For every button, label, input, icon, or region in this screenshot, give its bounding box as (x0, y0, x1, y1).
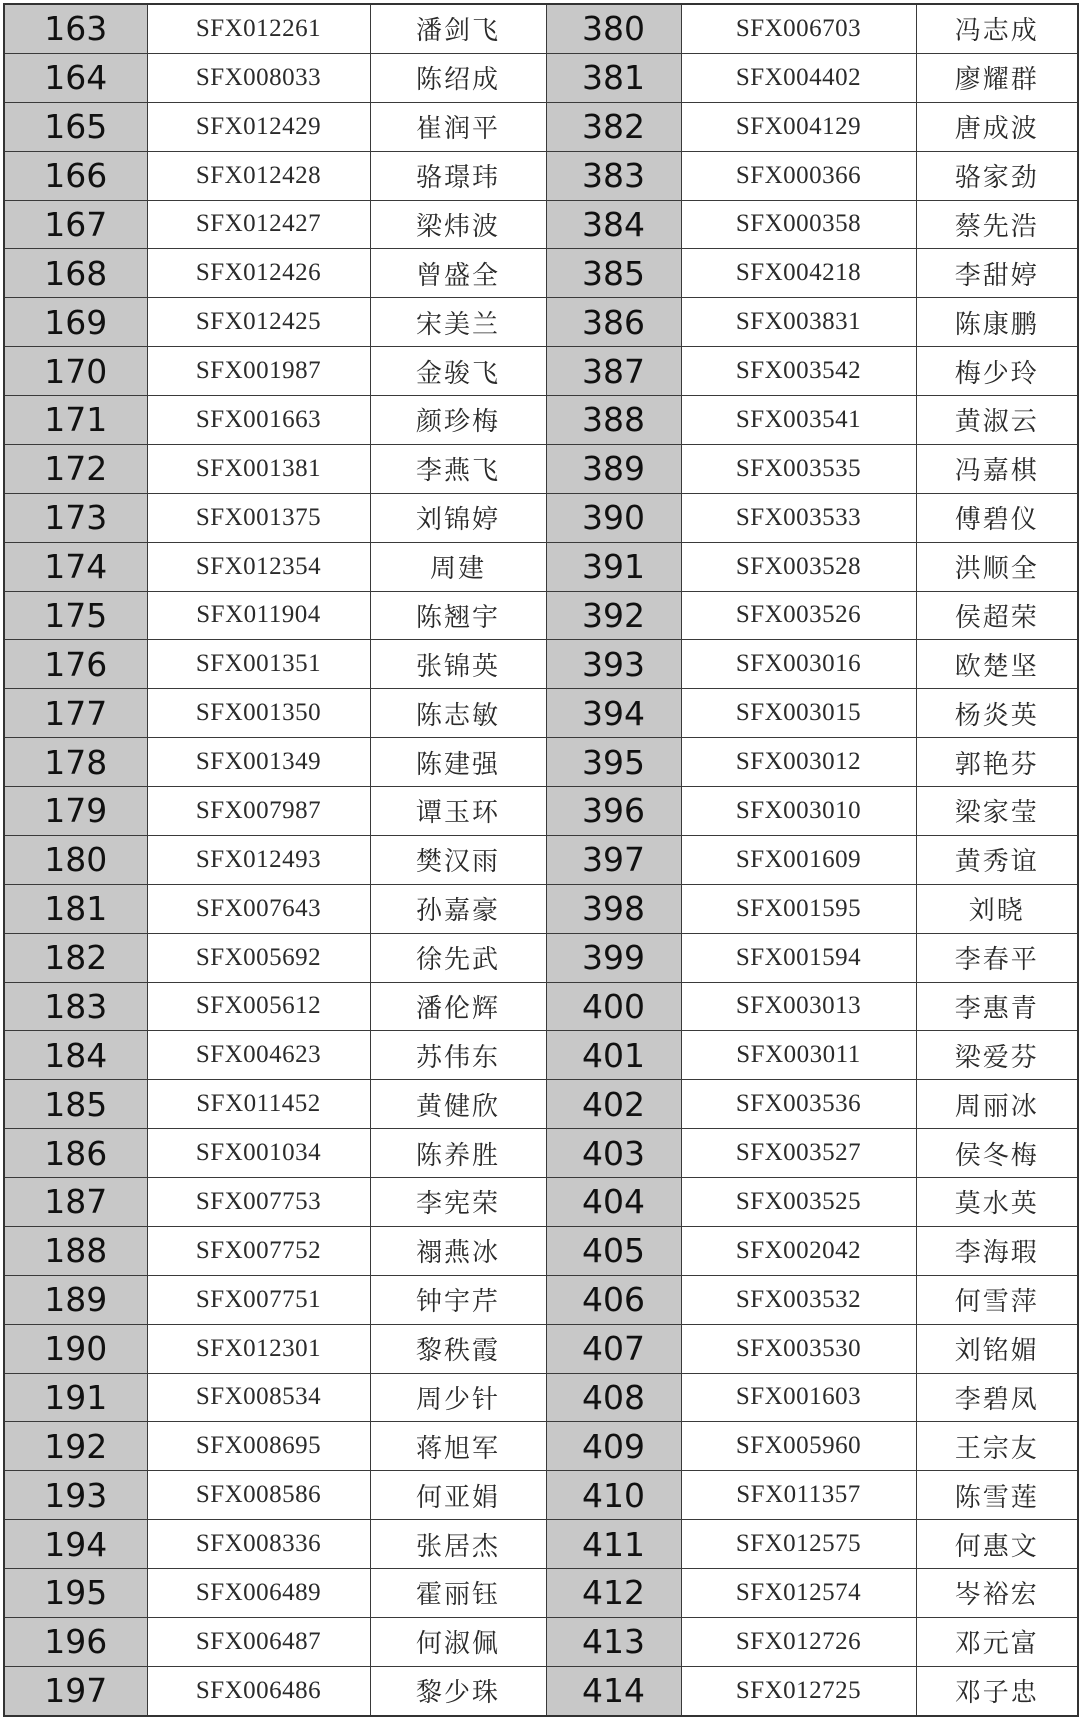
left-member-id-cell: SFX011904 (147, 591, 370, 640)
right-person-name-cell: 刘晓 (916, 884, 1078, 933)
left-serial-number-cell: 186 (4, 1129, 147, 1178)
right-serial-number-cell: 405 (546, 1226, 681, 1275)
right-serial-number-cell: 380 (546, 4, 681, 53)
left-person-name-cell: 孙嘉豪 (370, 884, 546, 933)
right-person-name-cell: 李碧凤 (916, 1373, 1078, 1422)
right-serial-number-cell: 412 (546, 1569, 681, 1618)
left-member-id-cell: SFX004623 (147, 1031, 370, 1080)
left-serial-number-cell: 197 (4, 1666, 147, 1716)
left-serial-number-cell: 195 (4, 1569, 147, 1618)
right-member-id-cell: SFX000366 (681, 151, 916, 200)
right-serial-number-cell: 404 (546, 1178, 681, 1227)
right-serial-number-cell: 399 (546, 933, 681, 982)
left-serial-number-cell: 163 (4, 4, 147, 53)
right-person-name-cell: 梅少玲 (916, 347, 1078, 396)
left-member-id-cell: SFX012428 (147, 151, 370, 200)
right-serial-number-cell: 414 (546, 1666, 681, 1716)
left-member-id-cell: SFX008336 (147, 1520, 370, 1569)
left-person-name-cell: 霍丽钰 (370, 1569, 546, 1618)
right-serial-number-cell: 413 (546, 1617, 681, 1666)
table-row (4, 200, 1078, 249)
right-person-name-cell: 李海瑕 (916, 1226, 1078, 1275)
left-serial-number-cell: 196 (4, 1617, 147, 1666)
left-serial-number-cell: 174 (4, 542, 147, 591)
right-person-name-cell: 冯志成 (916, 4, 1078, 53)
left-serial-number-cell: 166 (4, 151, 147, 200)
table-row (4, 396, 1078, 445)
right-person-name-cell: 邓元富 (916, 1617, 1078, 1666)
table-row (4, 1520, 1078, 1569)
table-row (4, 102, 1078, 151)
left-member-id-cell: SFX012429 (147, 102, 370, 151)
right-serial-number-cell: 382 (546, 102, 681, 151)
left-serial-number-cell: 185 (4, 1080, 147, 1129)
table-row (4, 53, 1078, 102)
right-member-id-cell: SFX003831 (681, 298, 916, 347)
left-person-name-cell: 何淑佩 (370, 1617, 546, 1666)
right-serial-number-cell: 407 (546, 1324, 681, 1373)
left-member-id-cell: SFX005612 (147, 982, 370, 1031)
right-person-name-cell: 岑裕宏 (916, 1569, 1078, 1618)
right-person-name-cell: 刘铭媚 (916, 1324, 1078, 1373)
left-person-name-cell: 潘剑飞 (370, 4, 546, 53)
table-row (4, 1226, 1078, 1275)
roster-body (4, 4, 1078, 1716)
right-member-id-cell: SFX012575 (681, 1520, 916, 1569)
left-person-name-cell: 陈志敏 (370, 689, 546, 738)
left-serial-number-cell: 192 (4, 1422, 147, 1471)
left-serial-number-cell: 190 (4, 1324, 147, 1373)
table-row (4, 640, 1078, 689)
right-person-name-cell: 陈雪莲 (916, 1471, 1078, 1520)
left-serial-number-cell: 181 (4, 884, 147, 933)
right-serial-number-cell: 383 (546, 151, 681, 200)
table-row (4, 347, 1078, 396)
right-serial-number-cell: 398 (546, 884, 681, 933)
right-member-id-cell: SFX003010 (681, 787, 916, 836)
right-serial-number-cell: 391 (546, 542, 681, 591)
right-person-name-cell: 莫水英 (916, 1178, 1078, 1227)
table-row (4, 1617, 1078, 1666)
left-serial-number-cell: 179 (4, 787, 147, 836)
left-person-name-cell: 陈养胜 (370, 1129, 546, 1178)
left-serial-number-cell: 193 (4, 1471, 147, 1520)
left-person-name-cell: 苏伟东 (370, 1031, 546, 1080)
right-member-id-cell: SFX000358 (681, 200, 916, 249)
table-row (4, 1471, 1078, 1520)
table-row (4, 1031, 1078, 1080)
left-person-name-cell: 陈绍成 (370, 53, 546, 102)
right-person-name-cell: 唐成波 (916, 102, 1078, 151)
left-person-name-cell: 崔润平 (370, 102, 546, 151)
right-serial-number-cell: 406 (546, 1275, 681, 1324)
right-member-id-cell: SFX003533 (681, 493, 916, 542)
right-serial-number-cell: 410 (546, 1471, 681, 1520)
left-person-name-cell: 骆璟玮 (370, 151, 546, 200)
right-member-id-cell: SFX003012 (681, 738, 916, 787)
table-row (4, 835, 1078, 884)
left-member-id-cell: SFX001987 (147, 347, 370, 396)
left-person-name-cell: 陈建强 (370, 738, 546, 787)
left-member-id-cell: SFX012425 (147, 298, 370, 347)
right-member-id-cell: SFX003535 (681, 444, 916, 493)
right-serial-number-cell: 395 (546, 738, 681, 787)
left-member-id-cell: SFX007753 (147, 1178, 370, 1227)
left-person-name-cell: 谭玉环 (370, 787, 546, 836)
right-person-name-cell: 洪顺全 (916, 542, 1078, 591)
right-person-name-cell: 李春平 (916, 933, 1078, 982)
right-serial-number-cell: 401 (546, 1031, 681, 1080)
left-member-id-cell: SFX006486 (147, 1666, 370, 1716)
left-serial-number-cell: 165 (4, 102, 147, 151)
left-person-name-cell: 颜珍梅 (370, 396, 546, 445)
right-serial-number-cell: 390 (546, 493, 681, 542)
left-member-id-cell: SFX012354 (147, 542, 370, 591)
right-person-name-cell: 陈康鹏 (916, 298, 1078, 347)
right-member-id-cell: SFX001603 (681, 1373, 916, 1422)
left-serial-number-cell: 177 (4, 689, 147, 738)
table-row (4, 542, 1078, 591)
left-serial-number-cell: 169 (4, 298, 147, 347)
left-person-name-cell: 钟宇芹 (370, 1275, 546, 1324)
left-member-id-cell: SFX001663 (147, 396, 370, 445)
right-member-id-cell: SFX001595 (681, 884, 916, 933)
left-person-name-cell: 黄健欣 (370, 1080, 546, 1129)
right-person-name-cell: 傅碧仪 (916, 493, 1078, 542)
left-member-id-cell: SFX001381 (147, 444, 370, 493)
left-person-name-cell: 李宪荣 (370, 1178, 546, 1227)
right-member-id-cell: SFX003525 (681, 1178, 916, 1227)
left-member-id-cell: SFX007751 (147, 1275, 370, 1324)
right-serial-number-cell: 381 (546, 53, 681, 102)
left-serial-number-cell: 172 (4, 444, 147, 493)
right-serial-number-cell: 408 (546, 1373, 681, 1422)
right-member-id-cell: SFX003530 (681, 1324, 916, 1373)
right-person-name-cell: 侯冬梅 (916, 1129, 1078, 1178)
left-person-name-cell: 李燕飞 (370, 444, 546, 493)
right-person-name-cell: 冯嘉棋 (916, 444, 1078, 493)
left-member-id-cell: SFX012301 (147, 1324, 370, 1373)
left-member-id-cell: SFX001375 (147, 493, 370, 542)
left-member-id-cell: SFX001349 (147, 738, 370, 787)
left-person-name-cell: 蒋旭军 (370, 1422, 546, 1471)
roster-table (3, 3, 1079, 1717)
right-person-name-cell: 何雪萍 (916, 1275, 1078, 1324)
left-member-id-cell: SFX011452 (147, 1080, 370, 1129)
left-serial-number-cell: 180 (4, 835, 147, 884)
left-member-id-cell: SFX012493 (147, 835, 370, 884)
left-person-name-cell: 周少针 (370, 1373, 546, 1422)
left-serial-number-cell: 173 (4, 493, 147, 542)
left-member-id-cell: SFX001351 (147, 640, 370, 689)
right-member-id-cell: SFX011357 (681, 1471, 916, 1520)
left-serial-number-cell: 194 (4, 1520, 147, 1569)
right-serial-number-cell: 396 (546, 787, 681, 836)
left-person-name-cell: 张锦英 (370, 640, 546, 689)
left-member-id-cell: SFX001350 (147, 689, 370, 738)
right-member-id-cell: SFX004218 (681, 249, 916, 298)
left-person-name-cell: 禤燕冰 (370, 1226, 546, 1275)
left-member-id-cell: SFX008033 (147, 53, 370, 102)
left-person-name-cell: 宋美兰 (370, 298, 546, 347)
left-member-id-cell: SFX007987 (147, 787, 370, 836)
left-serial-number-cell: 178 (4, 738, 147, 787)
right-serial-number-cell: 403 (546, 1129, 681, 1178)
left-serial-number-cell: 187 (4, 1178, 147, 1227)
right-person-name-cell: 李惠青 (916, 982, 1078, 1031)
right-member-id-cell: SFX003528 (681, 542, 916, 591)
left-member-id-cell: SFX012427 (147, 200, 370, 249)
left-person-name-cell: 樊汉雨 (370, 835, 546, 884)
left-serial-number-cell: 191 (4, 1373, 147, 1422)
right-serial-number-cell: 387 (546, 347, 681, 396)
table-row (4, 1129, 1078, 1178)
left-member-id-cell: SFX012426 (147, 249, 370, 298)
right-serial-number-cell: 409 (546, 1422, 681, 1471)
right-serial-number-cell: 393 (546, 640, 681, 689)
right-serial-number-cell: 388 (546, 396, 681, 445)
right-member-id-cell: SFX003536 (681, 1080, 916, 1129)
table-row (4, 884, 1078, 933)
left-member-id-cell: SFX008695 (147, 1422, 370, 1471)
right-person-name-cell: 郭艳芬 (916, 738, 1078, 787)
left-person-name-cell: 黎秩霞 (370, 1324, 546, 1373)
right-serial-number-cell: 392 (546, 591, 681, 640)
right-member-id-cell: SFX004129 (681, 102, 916, 151)
right-member-id-cell: SFX003527 (681, 1129, 916, 1178)
right-person-name-cell: 廖耀群 (916, 53, 1078, 102)
left-member-id-cell: SFX012261 (147, 4, 370, 53)
right-person-name-cell: 何惠文 (916, 1520, 1078, 1569)
left-person-name-cell: 金骏飞 (370, 347, 546, 396)
left-person-name-cell: 周建 (370, 542, 546, 591)
table-row (4, 1666, 1078, 1716)
table-row (4, 1422, 1078, 1471)
right-member-id-cell: SFX002042 (681, 1226, 916, 1275)
right-serial-number-cell: 384 (546, 200, 681, 249)
table-row (4, 151, 1078, 200)
table-row (4, 4, 1078, 53)
table-row (4, 982, 1078, 1031)
table-row (4, 591, 1078, 640)
right-member-id-cell: SFX003532 (681, 1275, 916, 1324)
left-person-name-cell: 梁炜波 (370, 200, 546, 249)
table-row (4, 1080, 1078, 1129)
left-serial-number-cell: 167 (4, 200, 147, 249)
right-member-id-cell: SFX005960 (681, 1422, 916, 1471)
left-serial-number-cell: 170 (4, 347, 147, 396)
left-serial-number-cell: 189 (4, 1275, 147, 1324)
left-member-id-cell: SFX008534 (147, 1373, 370, 1422)
table-row (4, 1324, 1078, 1373)
right-person-name-cell: 王宗友 (916, 1422, 1078, 1471)
table-row (4, 444, 1078, 493)
right-person-name-cell: 梁家莹 (916, 787, 1078, 836)
right-member-id-cell: SFX003013 (681, 982, 916, 1031)
left-person-name-cell: 何亚娟 (370, 1471, 546, 1520)
left-serial-number-cell: 176 (4, 640, 147, 689)
table-row (4, 933, 1078, 982)
right-member-id-cell: SFX012725 (681, 1666, 916, 1716)
right-serial-number-cell: 385 (546, 249, 681, 298)
right-serial-number-cell: 386 (546, 298, 681, 347)
table-row (4, 249, 1078, 298)
right-person-name-cell: 邓子忠 (916, 1666, 1078, 1716)
left-member-id-cell: SFX005692 (147, 933, 370, 982)
right-member-id-cell: SFX003016 (681, 640, 916, 689)
right-member-id-cell: SFX001594 (681, 933, 916, 982)
left-person-name-cell: 陈翘宇 (370, 591, 546, 640)
right-member-id-cell: SFX003011 (681, 1031, 916, 1080)
left-serial-number-cell: 175 (4, 591, 147, 640)
right-person-name-cell: 骆家劲 (916, 151, 1078, 200)
right-member-id-cell: SFX003526 (681, 591, 916, 640)
left-serial-number-cell: 182 (4, 933, 147, 982)
left-member-id-cell: SFX001034 (147, 1129, 370, 1178)
left-member-id-cell: SFX007752 (147, 1226, 370, 1275)
left-serial-number-cell: 164 (4, 53, 147, 102)
left-person-name-cell: 徐先武 (370, 933, 546, 982)
right-member-id-cell: SFX004402 (681, 53, 916, 102)
right-member-id-cell: SFX003542 (681, 347, 916, 396)
right-serial-number-cell: 394 (546, 689, 681, 738)
right-member-id-cell: SFX012574 (681, 1569, 916, 1618)
table-row (4, 1569, 1078, 1618)
left-person-name-cell: 曾盛全 (370, 249, 546, 298)
left-person-name-cell: 潘伦辉 (370, 982, 546, 1031)
right-person-name-cell: 侯超荣 (916, 591, 1078, 640)
table-row (4, 493, 1078, 542)
table-row (4, 1275, 1078, 1324)
left-member-id-cell: SFX006489 (147, 1569, 370, 1618)
right-member-id-cell: SFX003015 (681, 689, 916, 738)
table-row (4, 298, 1078, 347)
left-person-name-cell: 黎少珠 (370, 1666, 546, 1716)
table-row (4, 1373, 1078, 1422)
right-serial-number-cell: 411 (546, 1520, 681, 1569)
left-serial-number-cell: 168 (4, 249, 147, 298)
left-person-name-cell: 张居杰 (370, 1520, 546, 1569)
right-person-name-cell: 李甜婷 (916, 249, 1078, 298)
right-member-id-cell: SFX003541 (681, 396, 916, 445)
right-serial-number-cell: 397 (546, 835, 681, 884)
table-row (4, 738, 1078, 787)
left-serial-number-cell: 184 (4, 1031, 147, 1080)
left-serial-number-cell: 188 (4, 1226, 147, 1275)
right-person-name-cell: 杨炎英 (916, 689, 1078, 738)
right-member-id-cell: SFX012726 (681, 1617, 916, 1666)
right-serial-number-cell: 402 (546, 1080, 681, 1129)
table-row (4, 689, 1078, 738)
right-person-name-cell: 欧楚坚 (916, 640, 1078, 689)
left-member-id-cell: SFX006487 (147, 1617, 370, 1666)
right-member-id-cell: SFX001609 (681, 835, 916, 884)
left-member-id-cell: SFX008586 (147, 1471, 370, 1520)
right-person-name-cell: 黄淑云 (916, 396, 1078, 445)
right-serial-number-cell: 389 (546, 444, 681, 493)
right-person-name-cell: 周丽冰 (916, 1080, 1078, 1129)
right-serial-number-cell: 400 (546, 982, 681, 1031)
left-person-name-cell: 刘锦婷 (370, 493, 546, 542)
table-row (4, 1178, 1078, 1227)
left-serial-number-cell: 171 (4, 396, 147, 445)
left-serial-number-cell: 183 (4, 982, 147, 1031)
right-person-name-cell: 梁爱芬 (916, 1031, 1078, 1080)
right-person-name-cell: 蔡先浩 (916, 200, 1078, 249)
table-row (4, 787, 1078, 836)
right-member-id-cell: SFX006703 (681, 4, 916, 53)
right-person-name-cell: 黄秀谊 (916, 835, 1078, 884)
left-member-id-cell: SFX007643 (147, 884, 370, 933)
